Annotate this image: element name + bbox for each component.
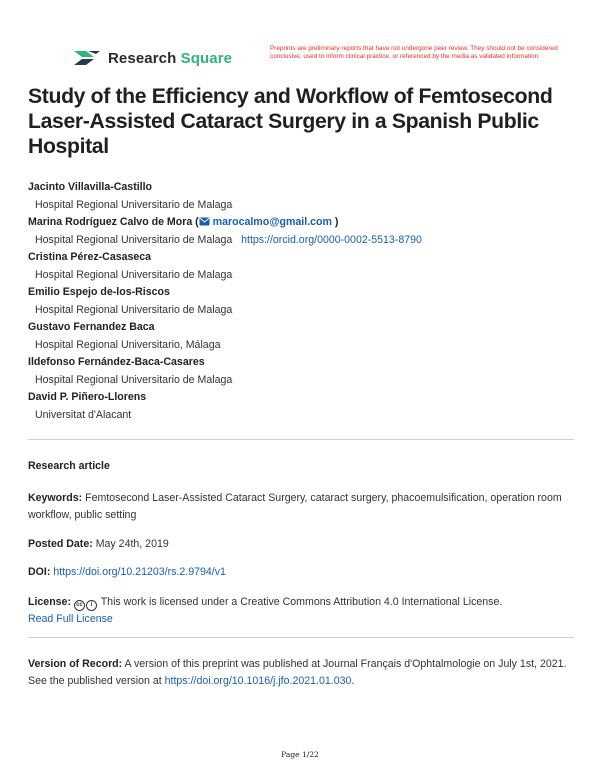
paper-title: Study of the Efficiency and Workflow of Femtosecond Laser-Assisted Cataract Surgery in a Spanish Public Hospital [28,85,553,158]
license [28,594,578,628]
doi-link[interactable]: https://doi.org/10.21203/rs.2.9794/v1 [53,566,226,578]
keywords-label: Keywords: [28,492,83,504]
keywords [28,490,578,524]
author-affiliation: Hospital Regional Universitario de Malaga [35,198,233,211]
author-name-corresponding: Marina Rodríguez Calvo de Mora ( marocalmo@gmail.com ) [28,216,339,228]
author-name: David P. Piñero-Llorens [28,391,147,403]
license-label: License: [28,596,71,608]
published-version-link[interactable]: https://doi.org/10.1016/j.jfo.2021.01.030 [164,675,352,687]
affiliation-text: Hospital Regional Universitario de Malaga [35,233,233,246]
header [72,45,572,75]
creative-commons-icon: cc [74,600,85,611]
author-affiliation: Universitat d'Alacant [35,408,132,421]
version-end: . [351,675,355,687]
version-label: Version of Record: [28,658,123,670]
page-number: Page 1/22 [281,750,319,759]
author-affiliation [28,232,578,250]
author-affiliation: Hospital Regional Universitario de Malaga [35,268,233,281]
posted-date-value: May 24th, 2019 [95,538,169,550]
author-name-text: Marina Rodríguez Calvo de Mora [28,216,193,228]
envelope-icon [199,217,210,226]
doi [28,564,578,581]
author-affiliation: Hospital Regional Universitario de Malaga [35,303,233,316]
logo-text-accent: Square [180,49,233,67]
author-name: Ildefonso Fernández-Baca-Casares [28,356,205,368]
author-affiliation: Hospital Regional Universitario de Malaga [35,373,233,386]
author-email-link[interactable]: marocalmo@gmail.com [212,216,332,228]
author-list [28,179,578,424]
keywords-value: Femtosecond Laser-Assisted Cataract Surgery, cataract surgery, phacoemulsification, operation room workflow, public setting [28,492,562,521]
divider [28,637,574,638]
orcid-link[interactable]: https://orcid.org/0000-0002-5513-8790 [241,233,422,246]
logo-wordmark [108,50,232,67]
posted-date [28,536,578,553]
author-name: Cristina Pérez-Casaseca [28,251,152,263]
license-text: This work is licensed under a Creative Commons Attribution 4.0 International License. [100,596,503,608]
preprint-disclaimer: Preprints are preliminary reports that have not undergone peer review. They should not be considered conclusive, used to inform clinical practice, or referenced by the media as validated information. [270,45,558,60]
doi-label: DOI: [28,566,51,578]
posted-date-label: Posted Date: [28,538,93,550]
author-name: Gustavo Fernandez Baca [28,321,155,333]
author-affiliation: Hospital Regional Universitario, Málaga [35,338,221,351]
research-square-logo-icon [72,47,102,69]
author-name: Jacinto Villavilla-Castillo [28,181,153,193]
article-type: Research article [28,460,110,472]
version-text: A version of this preprint was published at Journal Français d'Ophtalmologie on July 1st, 2021. See the published version at [28,658,567,687]
logo-text-main: Research [108,49,177,67]
attribution-icon: i [86,600,97,611]
divider [28,439,574,440]
version-of-record [28,656,578,690]
research-square-logo[interactable] [72,47,232,69]
read-full-license-link[interactable]: Read Full License [28,613,113,625]
author-name: Emilio Espejo de-los-Riscos [28,286,170,298]
